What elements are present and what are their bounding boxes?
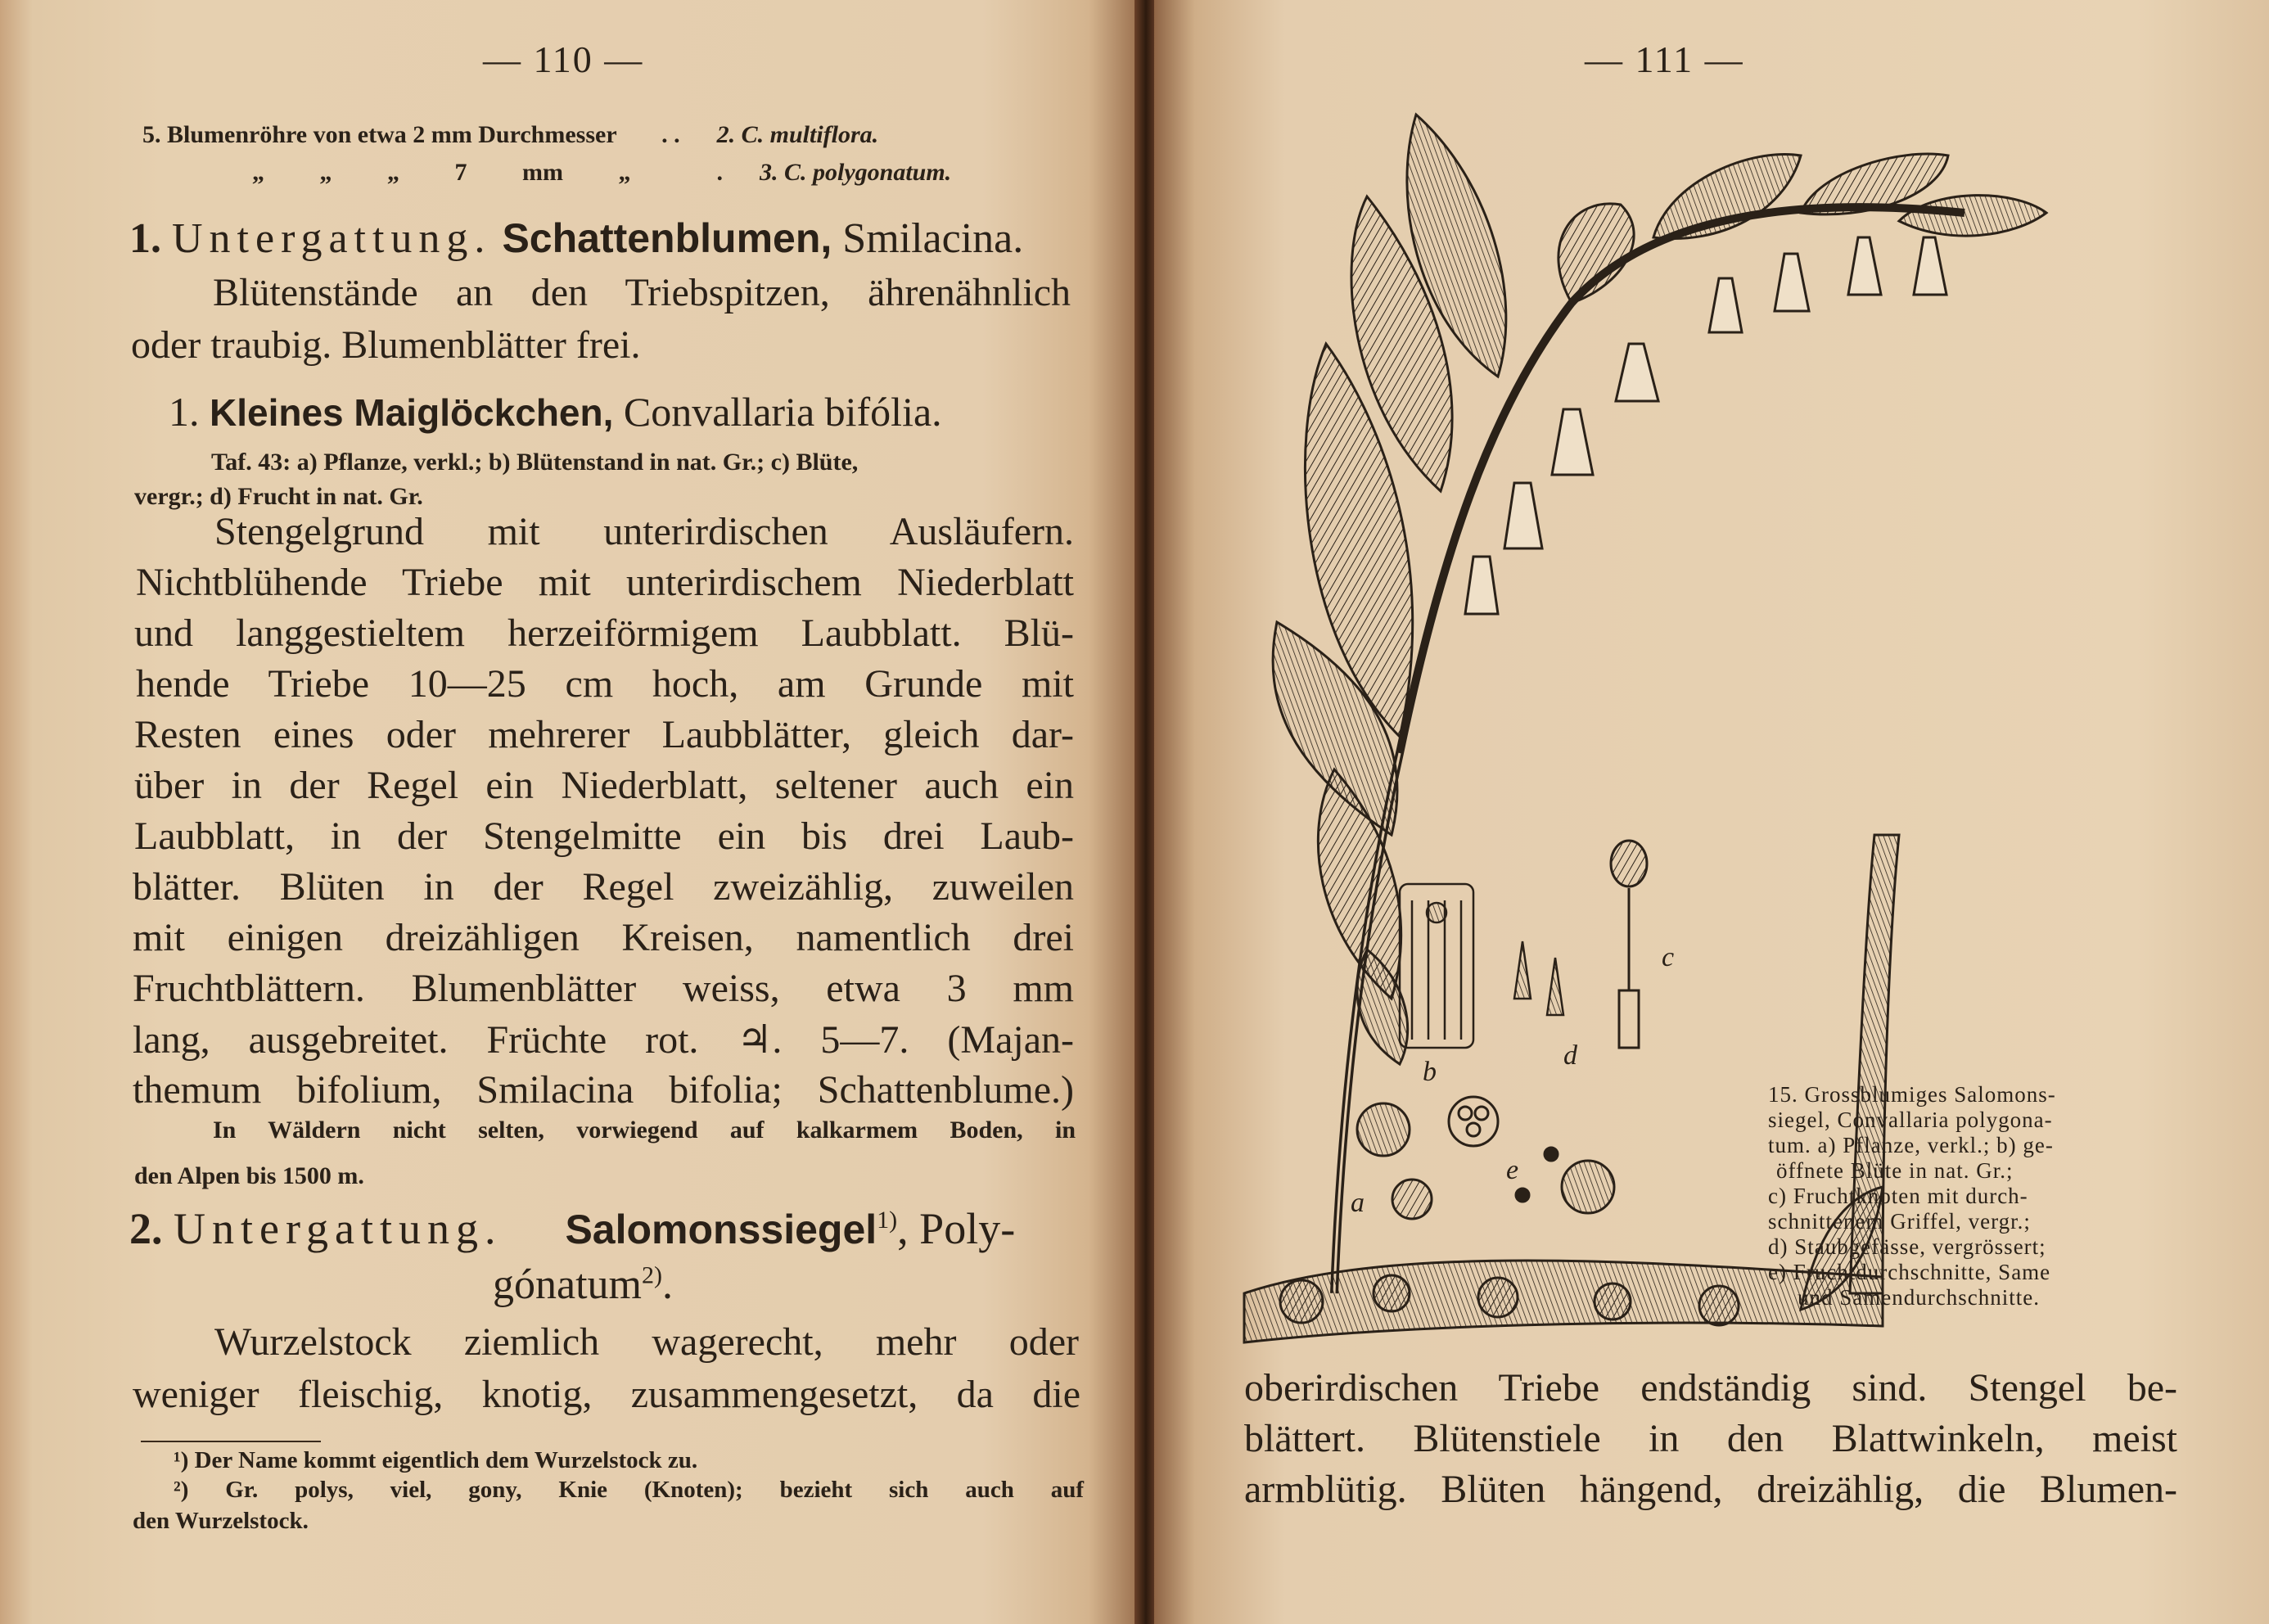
caption-line-6: schnittenem Griffel, vergr.;	[1768, 1209, 2031, 1234]
species-1-text-5: Resten eines oder mehrerer Laubblätter, gleich dar-	[134, 713, 1074, 756]
species-1-text-4: hende Triebe 10—25 cm hoch, am Grunde mit	[136, 662, 1074, 706]
species-1-text-1: Stengelgrund mit unterirdischen Ausläufern.	[214, 510, 1074, 553]
key-line-5: 5. Blumenröhre von etwa 2 mm Durchmesser . . 2. C. multiflora.	[142, 121, 879, 148]
caption-line-3: tum. a) Pflanze, verkl.; b) ge-	[1768, 1133, 2054, 1157]
footnote-rule	[141, 1441, 321, 1442]
caption-line-8: e) Fruchtdurchschnitte, Same	[1768, 1260, 2051, 1284]
footnote-3: den Wurzelstock.	[133, 1508, 309, 1534]
figure-letter-d: d	[1563, 1040, 1577, 1071]
footnote-1: ¹) Der Name kommt eigentlich dem Wurzelstock zu.	[174, 1447, 698, 1473]
footnote-2: ²) Gr. polys, viel, gony, Knie (Knoten); bezieht sich auch auf	[174, 1477, 1084, 1503]
species-1-heading: 1. Kleines Maiglöckchen, Convallaria bifólia.	[169, 389, 942, 435]
caption-line-7: d) Staubgefässe, vergrössert;	[1768, 1234, 2046, 1259]
figure-letter-c: c	[1662, 942, 1675, 972]
caption-line-5: c) Fruchtknoten mit durch-	[1768, 1184, 2028, 1208]
caption-line-9: und Samendurchschnitte.	[1798, 1285, 2040, 1310]
figure-letter-e: e	[1506, 1155, 1519, 1185]
section-1-heading: 1. Untergattung. Schattenblumen, Smilacina.	[129, 215, 1024, 262]
species-1-text-3: und langgestieltem herzeiförmigem Laubblatt. Blü-	[134, 611, 1074, 655]
detail-d-stamens	[1514, 941, 1563, 1015]
plate-reference-1: Taf. 43: a) Pflanze, verkl.; b) Blütenstand in nat. Gr.; c) Blüte,	[211, 449, 859, 476]
species-1-text-10: Fruchtblättern. Blumenblätter weiss, etwa 3 mm	[133, 967, 1074, 1010]
species-1-text-2: Nichtblühende Triebe mit unterirdischem Niederblatt	[136, 561, 1074, 604]
detail-c-ovary	[1611, 841, 1647, 1048]
detail-b-opened-flower	[1400, 884, 1473, 1048]
species-1-text-6: über in der Regel ein Niederblatt, seltener auch ein	[134, 764, 1074, 807]
page-number-110: — 110 —	[483, 38, 644, 80]
section-2-heading: 2. Untergattung. Salomonssiegel$^{1)}$, Poly-	[129, 1204, 1016, 1253]
section-2-text-2: weniger fleischig, knotig, zusammengesetzt, da die	[133, 1373, 1080, 1416]
caption-line-4: öffnete Blüte in nat. Gr.;	[1776, 1158, 2014, 1183]
species-1-text-12: themum bifolium, Smilacina bifolia; Schattenblume.)	[133, 1068, 1074, 1112]
species-1-text-7: Laubblatt, in der Stengelmitte ein bis drei Laub-	[134, 814, 1074, 858]
figure-caption	[1768, 1082, 2153, 1310]
figure-letter-a: a	[1351, 1188, 1365, 1218]
section-1-desc-2: oder traubig. Blumenblätter frei.	[131, 323, 641, 367]
section-2-heading-line-2: gónatum$^{2)}$.	[493, 1261, 673, 1308]
species-1-text-9: mit einigen dreizähligen Kreisen, namentlich drei	[133, 916, 1074, 959]
figure-letter-b: b	[1423, 1057, 1437, 1087]
section-1-desc-1: Blütenstände an den Triebspitzen, ährenähnlich	[213, 271, 1071, 314]
page-number-111: — 111 —	[1585, 38, 1744, 80]
hanging-flowers	[1465, 237, 1946, 614]
species-1-text-8: blätter. Blüten in der Regel zweizählig, zuweilen	[133, 865, 1074, 909]
caption-line-1: 15. Grossblumiges Salomons-	[1768, 1082, 2056, 1107]
section-2-text-1: Wurzelstock ziemlich wagerecht, mehr oder	[214, 1320, 1079, 1364]
plate-reference-2: vergr.; d) Frucht in nat. Gr.	[134, 483, 423, 510]
habitat-line-2: den Alpen bis 1500 m.	[134, 1162, 364, 1189]
key-line-7mm: „ „ „ 7 mm „ . 3. C. polygonatum.	[252, 159, 952, 186]
species-1-text-11: lang, ausgebreitet. Früchte rot. ♃. 5—7. (Majan-	[133, 1018, 1074, 1062]
right-text-2: blättert. Blütenstiele in den Blattwinkeln, meist	[1244, 1417, 2177, 1460]
detail-e-fruits	[1357, 1097, 1614, 1219]
caption-line-2: siegel, Convallaria polygona-	[1768, 1107, 2053, 1132]
right-text-3: armblütig. Blüten hängend, dreizählig, die Blumen-	[1244, 1468, 2177, 1511]
right-text-1: oberirdischen Triebe endständig sind. Stengel be-	[1244, 1366, 2177, 1410]
habitat-line-1: In Wäldern nicht selten, vorwiegend auf kalkarmem Boden, in	[213, 1116, 1076, 1144]
